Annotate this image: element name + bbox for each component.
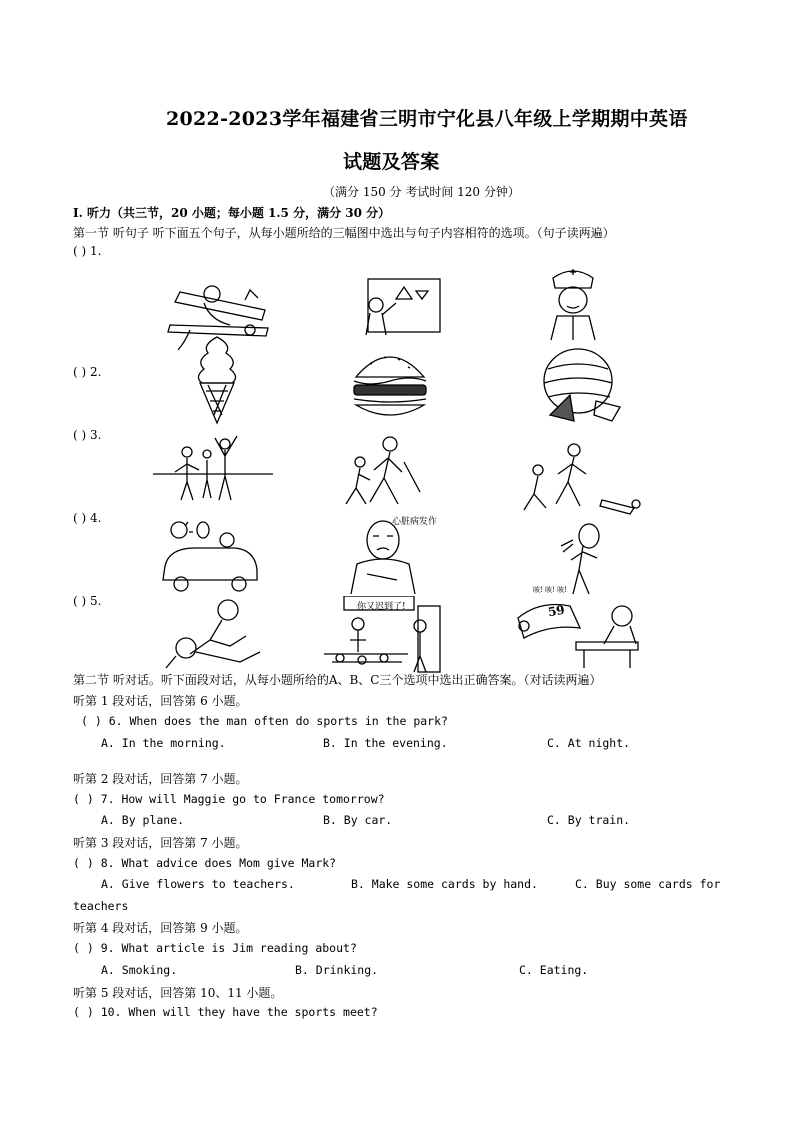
question-8: ( ) 8. What advice does Mom give Mark? — [73, 856, 337, 870]
q7-option-a: A. By plane. — [101, 813, 185, 827]
dialogue-2-intro: 听第 2 段对话，回答第 7 小题。 — [73, 772, 248, 786]
children-fighting-picture — [160, 596, 270, 671]
q8-option-c-continuation: teachers — [73, 899, 129, 913]
part1-instruction: 第一节 听句子 听下面五个句子，从每小题所给的三幅图中选出与句子内容相符的选项。（句子读两遍） — [73, 226, 615, 240]
question-6: ( ) 6. When does the man often do sports in the park? — [81, 714, 448, 728]
q6-option-a: A. In the morning. — [101, 736, 226, 750]
people-in-car-picture — [155, 518, 260, 593]
section-heading: I. 听力（共三节，20 小题；每小题 1.5 分，满分 30 分） — [73, 206, 391, 220]
exam-info: （满分 150 分 考试时间 120 分钟） — [323, 185, 520, 199]
runner-fallen-picture — [518, 440, 643, 518]
hamburger-picture — [350, 345, 430, 425]
question-1-label: ( ) 1. — [73, 244, 102, 258]
document-title-line1: 2022-2023学年福建省三明市宁化县八年级上学期期中英语 — [166, 108, 688, 130]
question-3-label: ( ) 3. — [73, 428, 102, 442]
heart-attack-caption: 心脏病发作 — [392, 517, 438, 527]
q8-option-a: A. Give flowers to teachers. — [101, 877, 295, 891]
dialogue-1-intro: 听第 1 段对话，回答第 6 小题。 — [73, 694, 248, 708]
question-7: ( ) 7. How will Maggie go to France tomorrow? — [73, 792, 385, 806]
q6-option-b: B. In the evening. — [323, 736, 448, 750]
part2-instruction: 第二节 听对话。听下面段对话，从每小题所给的A、B、C三个选项中选出正确答案。（对话读两遍） — [73, 673, 602, 687]
late-sign-caption: 你又迟到了! — [357, 602, 406, 612]
q7-option-c: C. By train. — [547, 813, 631, 827]
watermelon-picture — [540, 345, 625, 425]
q9-option-a: A. Smoking. — [101, 963, 178, 977]
q8-option-c: C. Buy some cards for — [575, 877, 721, 891]
q6-option-c: C. At night. — [547, 736, 631, 750]
q7-option-b: B. By car. — [323, 813, 393, 827]
q9-option-c: C. Eating. — [519, 963, 589, 977]
q9-option-b: B. Drinking. — [295, 963, 379, 977]
race-finish-picture — [153, 430, 273, 505]
question-4-label: ( ) 4. — [73, 511, 102, 525]
coughing-man-picture — [553, 520, 623, 595]
document-title-line2: 试题及答案 — [343, 151, 440, 173]
question-9: ( ) 9. What article is Jim reading about? — [73, 941, 357, 955]
doctor-picture — [543, 266, 603, 341]
dialogue-3-intro: 听第 3 段对话，回答第 7 小题。 — [73, 836, 248, 850]
cough-caption: 咳! 咳! 咳! — [533, 586, 567, 594]
teacher-blackboard-picture — [358, 277, 443, 337]
q8-option-b: B. Make some cards by hand. — [351, 877, 538, 891]
dialogue-4-intro: 听第 4 段对话，回答第 9 小题。 — [73, 921, 248, 935]
heart-attack-picture — [340, 432, 425, 510]
ice-cream-cone-picture — [192, 335, 242, 425]
question-5-label: ( ) 5. — [73, 594, 102, 608]
score-caption: 59 — [546, 602, 566, 620]
sad-old-man-picture — [345, 518, 420, 596]
question-2-label: ( ) 2. — [73, 365, 102, 379]
question-10: ( ) 10. When will they have the sports meet? — [73, 1005, 378, 1019]
dialogue-5-intro: 听第 5 段对话，回答第 10、11 小题。 — [73, 986, 283, 1000]
test-paper-student-picture — [510, 598, 640, 670]
